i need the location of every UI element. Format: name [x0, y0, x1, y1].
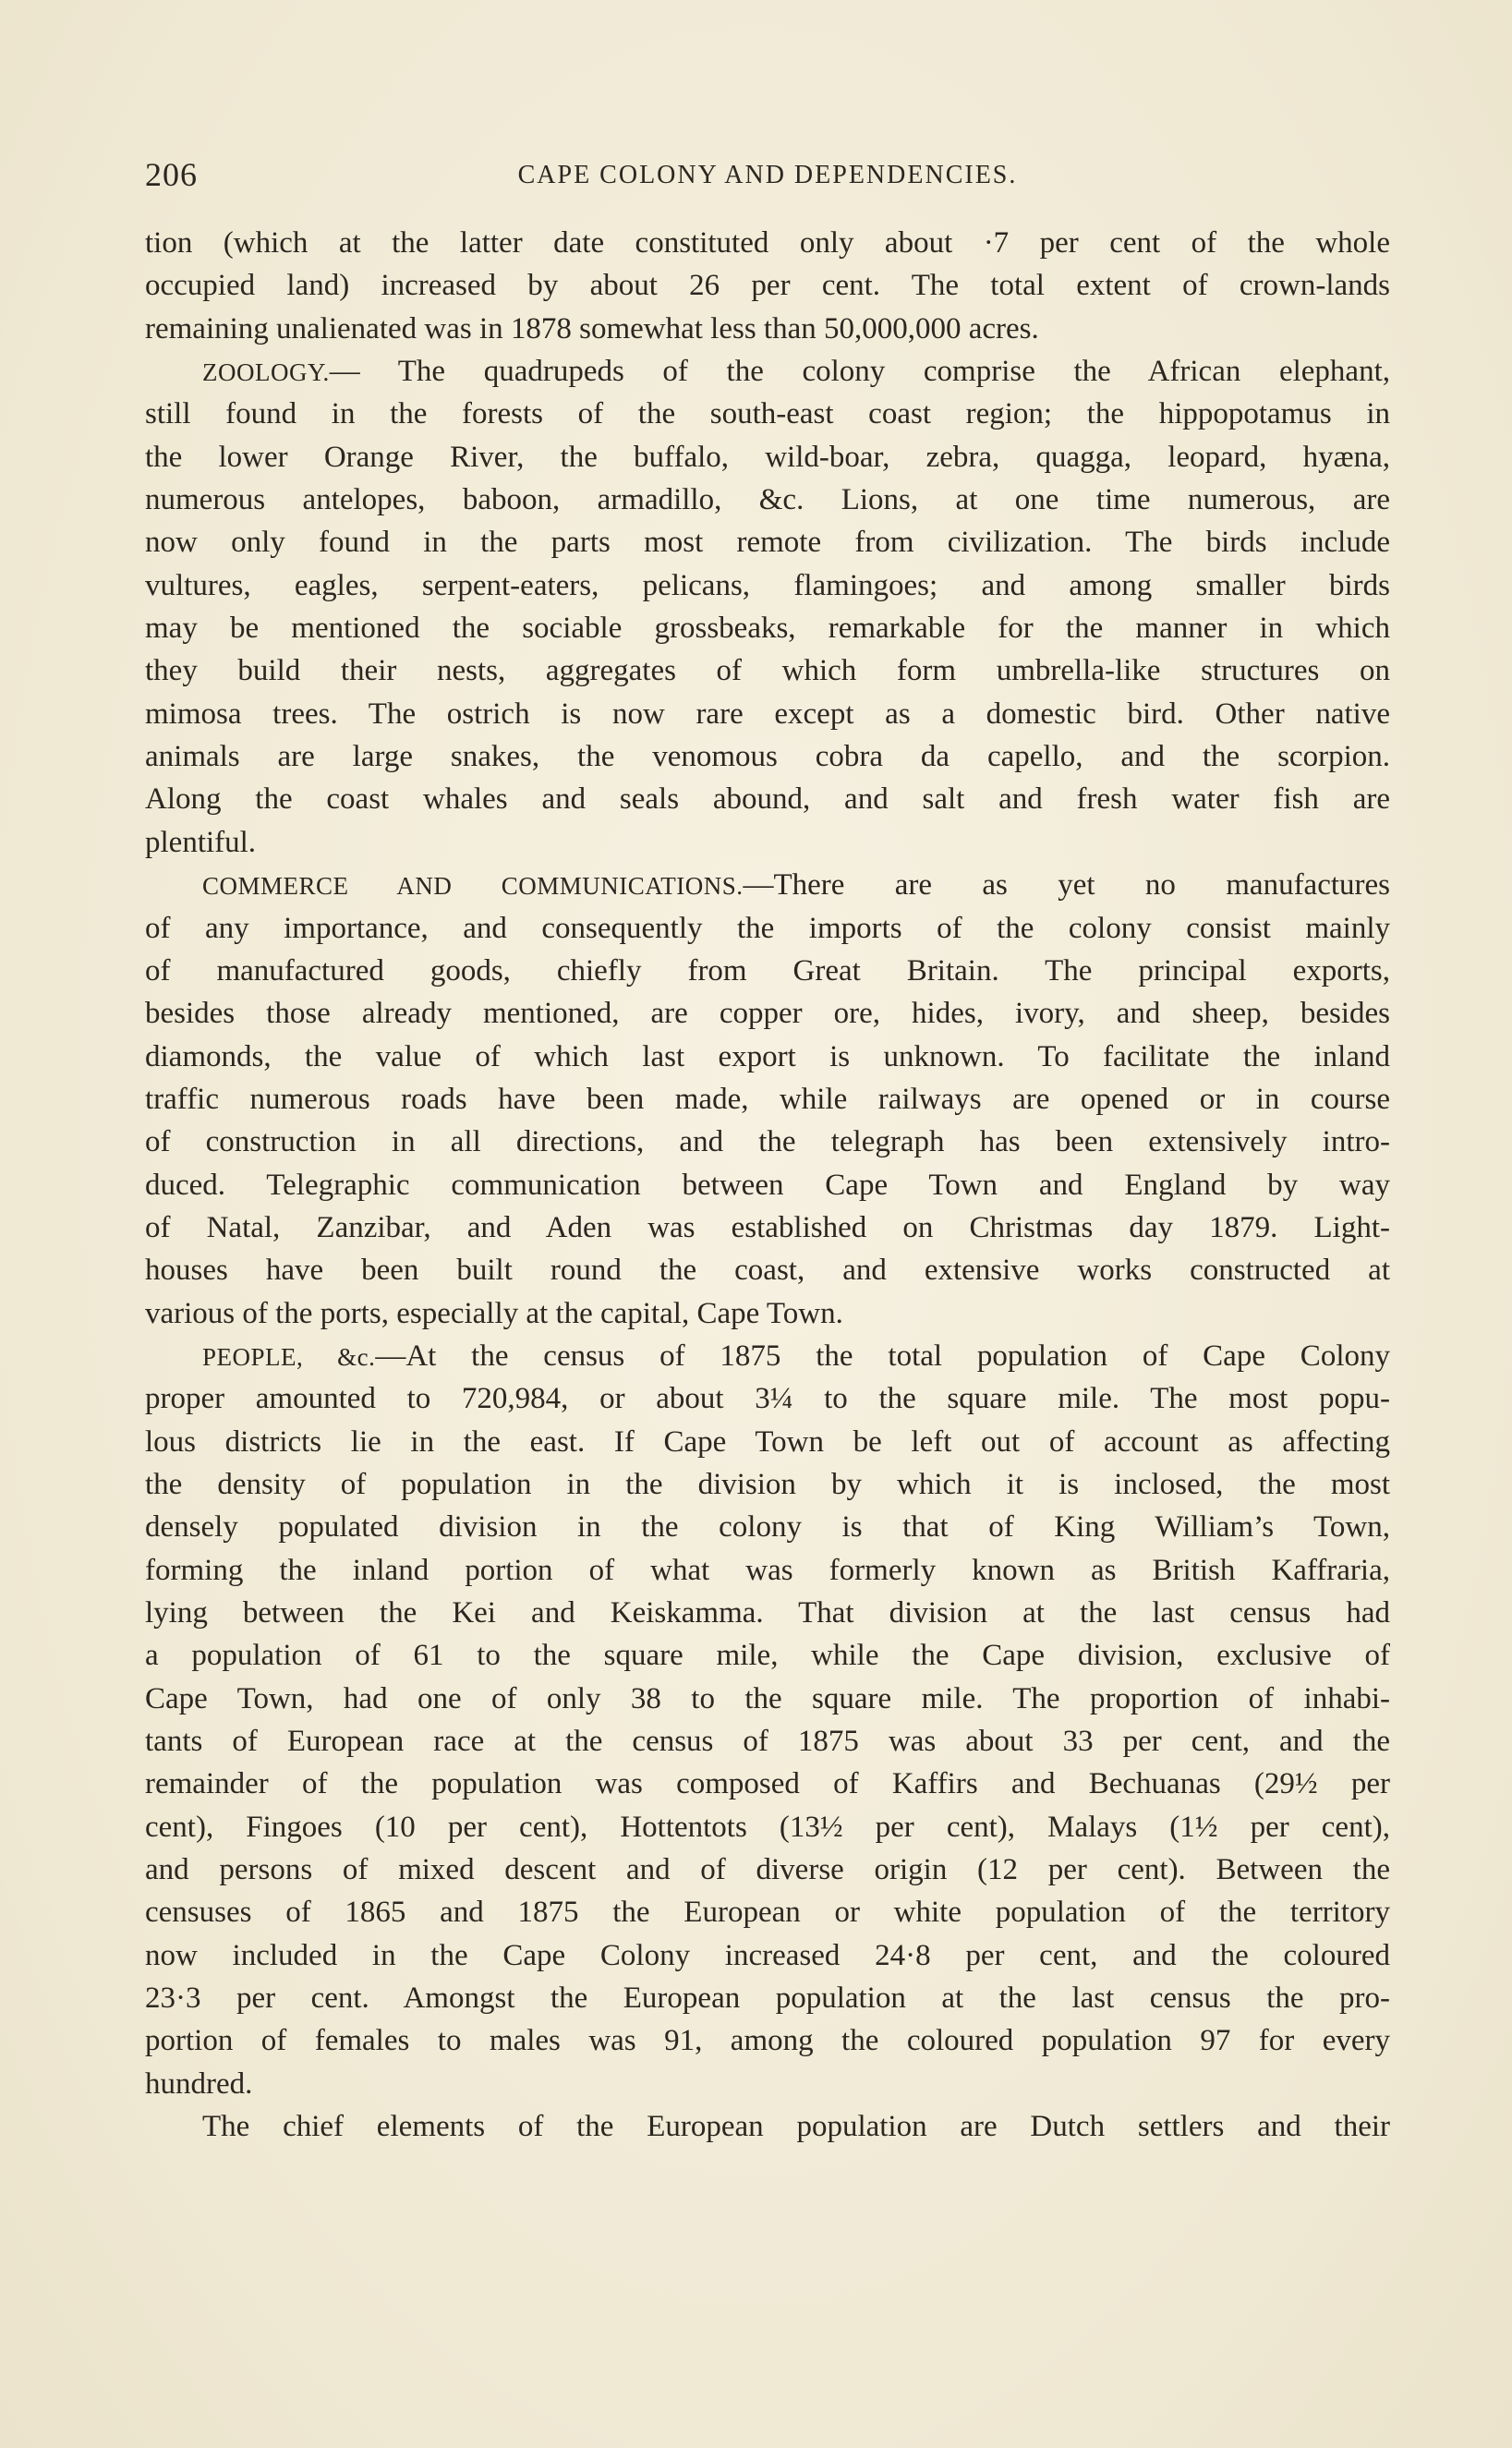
text-line: of construction in all directions, and the telegraph has been extensively intro- — [145, 1125, 1390, 1159]
text-line: still found in the forests of the south-east coast region; the hippopotamus in — [145, 397, 1390, 431]
page-header — [145, 155, 1390, 200]
text-line: remainder of the population was composed of Kaffirs and Bechuanas (29½ per — [145, 1767, 1390, 1801]
section-heading-commerce: COMMERCE AND COMMUNICATIONS. — [202, 872, 744, 901]
section-heading-zoology: ZOOLOGY. — [202, 358, 330, 387]
text-line: Cape Town, had one of only 38 to the square mile. The proportion of inhabi- — [145, 1681, 1390, 1715]
text-line: censuses of 1865 and 1875 the European or white population of the territory — [145, 1896, 1390, 1930]
text-line: PEOPLE, &c.—At the census of 1875 the total population of Cape Colony — [202, 1339, 1390, 1373]
section-heading-people: PEOPLE, &c. — [202, 1342, 376, 1371]
text-line: mimosa trees. The ostrich is now rare except as a domestic bird. Other native — [145, 697, 1390, 731]
text-line: they build their nests, aggregates of which form umbrella-like structures on — [145, 654, 1390, 688]
text-line: vultures, eagles, serpent-eaters, pelicans, flamingoes; and among smaller birds — [145, 568, 1390, 602]
text-line: of Natal, Zanzibar, and Aden was established on Christmas day 1879. Light- — [145, 1210, 1390, 1244]
text-line: Along the coast whales and seals abound, and salt and fresh water fish are — [145, 782, 1390, 817]
text-line: now only found in the parts most remote from civilization. The birds include — [145, 526, 1390, 560]
text-line: plentiful. — [145, 825, 257, 859]
text-line: lying between the Kei and Keiskamma. That division at the last census had — [145, 1596, 1390, 1630]
text-line: diamonds, the value of which last export is unknown. To facilitate the inland — [145, 1039, 1390, 1073]
text-line: houses have been built round the coast, and extensive works constructed at — [145, 1254, 1390, 1288]
page-number: 206 — [145, 156, 198, 193]
text-body — [145, 222, 1390, 2148]
text-line: duced. Telegraphic communication between Cape Town and England by way — [145, 1168, 1390, 1202]
text-line: ZOOLOGY.— The quadrupeds of the colony comprise the African elephant, — [202, 355, 1390, 389]
text-line: remaining unalienated was in 1878 somewhat less than 50,000,000 acres. — [145, 311, 1039, 345]
text-line: forming the inland portion of what was formerly known as British Kaffraria, — [145, 1553, 1390, 1587]
text-line: COMMERCE AND COMMUNICATIONS.—There are as yet no manufactures — [202, 868, 1390, 903]
text-line: the lower Orange River, the buffalo, wild-boar, zebra, quagga, leopard, hyæna, — [145, 440, 1390, 474]
text-line: numerous antelopes, baboon, armadillo, &c. Lions, at one time numerous, are — [145, 483, 1390, 517]
text-line: may be mentioned the sociable grossbeaks, remarkable for the manner in which — [145, 612, 1390, 646]
text-line: densely populated division in the colony is that of King William’s Town, — [145, 1510, 1390, 1545]
text-line: of manufactured goods, chiefly from Great Britain. The principal exports, — [145, 953, 1390, 988]
text-line: now included in the Cape Colony increased 24·8 per cent, and the coloured — [145, 1938, 1390, 1972]
text-line: various of the ports, especially at the capital, Cape Town. — [145, 1296, 843, 1330]
text-line: portion of females to males was 91, among the coloured population 97 for every — [145, 2024, 1390, 2058]
running-title: CAPE COLONY AND DEPENDENCIES. — [517, 161, 1018, 189]
text-line: tants of European race at the census of 1875 was about 33 per cent, and the — [145, 1725, 1390, 1759]
text-line: besides those already mentioned, are copper ore, hides, ivory, and sheep, besides — [145, 997, 1390, 1031]
text-line: and persons of mixed descent and of diverse origin (12 per cent). Between the — [145, 1853, 1390, 1887]
text-line: a population of 61 to the square mile, while the Cape division, exclusive of — [145, 1639, 1390, 1673]
text-line: cent), Fingoes (10 per cent), Hottentots (13½ per cent), Malays (1½ per cent), — [145, 1810, 1390, 1844]
text-line: the density of population in the division by which it is inclosed, the most — [145, 1467, 1390, 1501]
text-line: The chief elements of the European population are Dutch settlers and their — [202, 2110, 1390, 2144]
text-line: traffic numerous roads have been made, while railways are opened or in course — [145, 1082, 1390, 1116]
text-line: 23·3 per cent. Amongst the European population at the last census the pro- — [145, 1981, 1390, 2016]
text-line: hundred. — [145, 2066, 253, 2101]
text-line: tion (which at the latter date constituted only about ·7 per cent of the whole — [145, 226, 1390, 260]
text-line: animals are large snakes, the venomous cobra da capello, and the scorpion. — [145, 740, 1390, 774]
text-line: occupied land) increased by about 26 per cent. The total extent of crown-lands — [145, 269, 1390, 303]
text-line: of any importance, and consequently the imports of the colony consist mainly — [145, 911, 1390, 945]
text-line: lous districts lie in the east. If Cape Town be left out of account as affecting — [145, 1424, 1390, 1459]
text-line: proper amounted to 720,984, or about 3¼ to the square mile. The most popu- — [145, 1382, 1390, 1416]
